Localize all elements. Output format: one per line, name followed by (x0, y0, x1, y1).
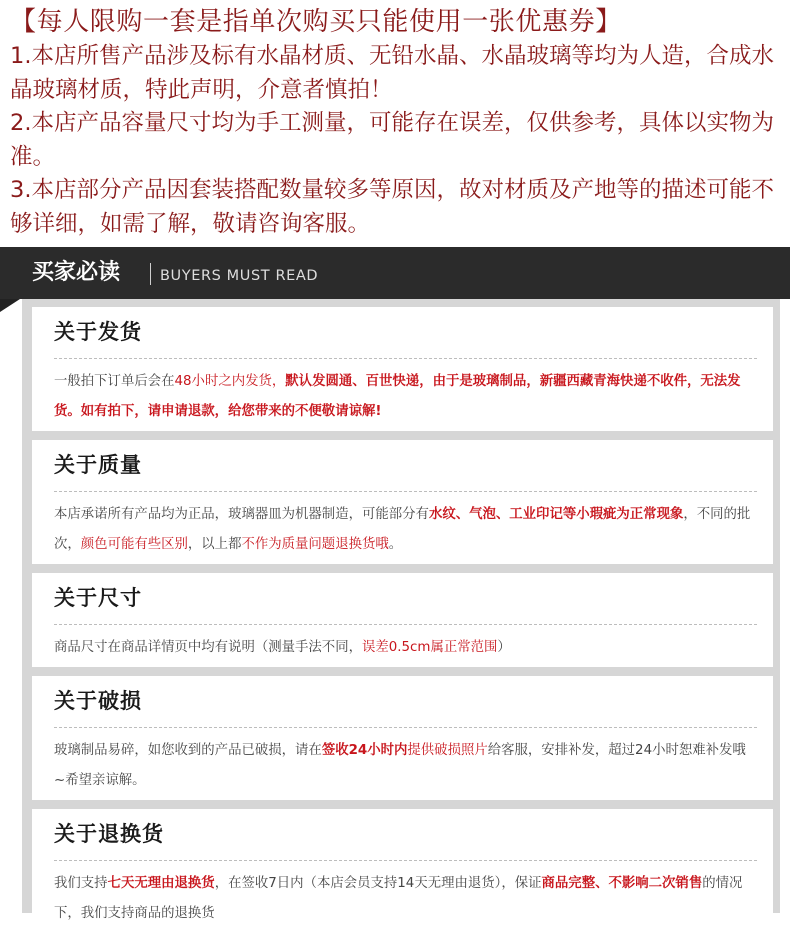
card-returns (32, 809, 773, 933)
ribbon-fold (0, 299, 20, 312)
highlight-text: 误差0.5cm属正常范围 (361, 640, 498, 655)
card-title: 关于发货 (54, 320, 142, 344)
card-body (54, 869, 757, 933)
section-title-en: BUYERS MUST READ (160, 268, 319, 284)
coupon-limit-headline: 【每人限购一套是指单次购买只能使用一张优惠券】 (10, 7, 622, 37)
notice-item-measurement: 2.本店产品容量尺寸均为手工测量，可能存在误差，仅供参考，具体以实物为准。 (10, 110, 774, 170)
card-title: 关于质量 (54, 453, 142, 477)
notice-item-description: 3.本店部分产品因套装搭配数量较多等原因，故对材质及产地等的描述可能不够详细，如需了解，敬请咨询客服。 (10, 177, 774, 237)
card-quality (32, 440, 773, 564)
dashed-divider (54, 358, 757, 359)
bold-highlight-text: 七天无理由退换货 (107, 876, 215, 891)
card-body (54, 367, 757, 431)
text-segment: 给客服，安排补发，超过24小时恕难补发哦~希望亲谅解。 (54, 743, 746, 788)
title-divider (150, 263, 151, 285)
buyers-must-read-section (0, 247, 790, 921)
highlight-text: 不作为质量问题退换货哦 (241, 537, 389, 552)
section-header-bar (0, 247, 790, 299)
text-segment: 商品尺寸在商品详情页中均有说明（测量手法不同， (54, 640, 362, 655)
card-title: 关于破损 (54, 689, 142, 713)
text-segment: 玻璃制品易碎，如您收到的产品已破损，请在 (54, 743, 322, 758)
card-body (54, 633, 757, 667)
bold-highlight-text: 水纹、气泡、工业印记等小瑕疵为正常现象 (428, 507, 684, 522)
notice-item-material: 1.本店所售产品涉及标有水晶材质、无铅水晶、水晶玻璃等均为人造，合成水晶玻璃材质，特此声明，介意者慎拍！ (10, 43, 774, 103)
text-segment: ，不同的批次， (54, 507, 751, 552)
card-damage (32, 676, 773, 800)
highlight-text: 提供破损照片 (407, 743, 488, 758)
dashed-divider (54, 727, 757, 728)
bold-highlight-text: 签收24小时内 (321, 743, 408, 758)
text-segment: 的情况下，我们支持商品的退换货 (54, 876, 743, 921)
card-title: 关于尺寸 (54, 586, 142, 610)
dashed-divider (54, 491, 757, 492)
text-segment: ，在签收7日内（本店会员支持14天无理由退货），保证 (214, 876, 542, 891)
bold-highlight-text: 默认发圆通、百世快递，由于是玻璃制品，新疆西藏青海快递不收件，无法发货。如有拍下，请申请退款，给您带来的不便敬请谅解! (54, 374, 741, 419)
notice-block (0, 0, 790, 241)
text-segment: 本店承诺所有产品均为正品，玻璃器皿为机器制造，可能部分有 (54, 507, 429, 522)
card-body (54, 500, 757, 564)
section-title-cn: 买家必读 (32, 260, 121, 285)
text-segment: 我们支持 (54, 876, 108, 891)
text-segment: 一般拍下订单后会在 (54, 374, 175, 389)
card-body (54, 736, 757, 800)
text-segment: ，以上都 (187, 537, 242, 552)
dashed-divider (54, 624, 757, 625)
card-title: 关于退换货 (54, 822, 164, 846)
text-segment: ） (497, 640, 511, 655)
card-size (32, 573, 773, 667)
highlight-text: 48小时之内发货， (174, 374, 286, 389)
text-segment: 。 (388, 537, 403, 552)
highlight-text: 颜色可能有些区别 (80, 537, 188, 552)
info-panel (22, 299, 780, 921)
bold-highlight-text: 商品完整、不影响二次销售 (541, 876, 703, 891)
card-shipping (32, 307, 773, 431)
dashed-divider (54, 860, 757, 861)
